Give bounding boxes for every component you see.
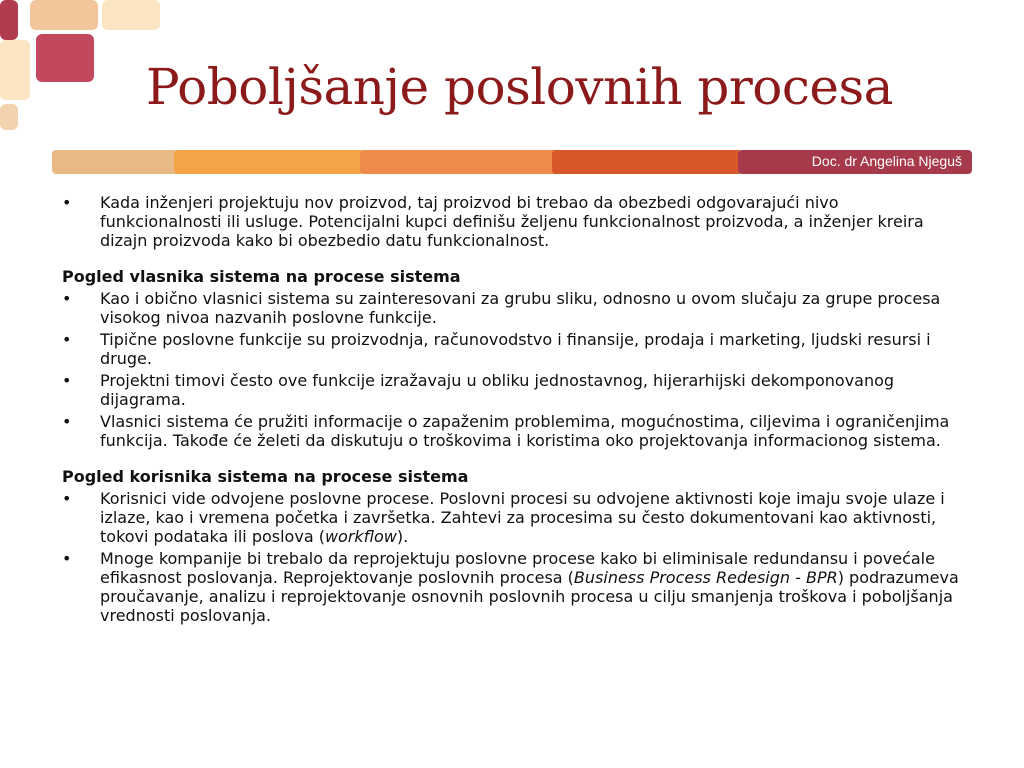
list-item [62,289,962,327]
decor-square-2 [30,0,98,30]
bullet-dot: • [62,330,72,349]
list-item-text-part: ). [396,527,409,546]
bullet-dot: • [62,289,72,308]
list-item [62,330,962,368]
list-item-text: Tipične poslovne funkcije su proizvodnja, računovodstvo i finansije, prodaja i marketing, ljudski resursi i druge. [100,330,931,368]
section-heading-owners: Pogled vlasnika sistema na procese sistema [62,267,461,286]
list-item [62,412,962,450]
list-item-text-part: Mnoge kompanije bi trebalo da reprojektuju poslovne procese kako bi eliminisale redundansu i povećale efikasnost poslovanja. Reprojektovanje poslovnih procesa ( [100,549,935,587]
list-item [62,371,962,409]
list-item-text-part: ) podrazumeva proučavanje, analizu i reprojektovanje osnovnih poslovnih procesa u cilju smanjenja troškova i poboljšanja vrednosti poslovanja. [100,568,959,625]
list-item-text [100,549,959,625]
list-item [62,549,962,625]
color-band-4 [552,150,742,174]
author-label: Doc. dr Angelina Njeguš [811,153,962,169]
decor-square-5 [36,34,94,82]
list-item-text: Kao i obično vlasnici sistema su zainteresovani za grubu sliku, odnosno u ovom slučaju za grupe procesa visokog nivoa nazvanih poslovne funkcije. [100,289,941,327]
bullet-dot: • [62,549,72,568]
intro-bullet-text: Kada inženjeri projektuju nov proizvod, taj proizvod bi trebao da obezbedi odgovarajući nivo funkcionalnosti ili usluge. Potencijalni kupci definišu željenu funkcionalnost proizvoda, a inženjer kreira dizajn proizvoda kako bi obezbedio datu funkcionalnost. [100,193,924,250]
bullet-dot: • [62,371,72,390]
slide-content [62,193,962,628]
decor-square-3 [102,0,160,30]
decor-square-1 [0,0,18,40]
color-band-1 [52,150,182,174]
bullet-dot: • [62,489,72,508]
list-item-text: Projektni timovi često ove funkcije izražavaju u obliku jednostavnog, hijerarhijski dekomponovanog dijagrama. [100,371,895,409]
slide-title: Poboljšanje poslovnih procesa [146,58,893,116]
list-item [62,489,962,546]
decor-square-6 [0,104,18,130]
section-heading-users: Pogled korisnika sistema na procese sistema [62,467,469,486]
italic-term: Business Process Redesign - BPR [573,568,838,587]
list-item-text-part: Korisnici vide odvojene poslovne procese. Poslovni procesi su odvojene aktivnosti koje imaju svoje ulaze i izlaze, kao i vremena početka i završetka. Zahtevi za procesima su često dokumentovani kao aktivnosti, tokovi podataka ili poslova ( [100,489,945,546]
decor-square-4 [0,40,30,100]
list-item-text [100,489,945,546]
color-band-2 [174,150,364,174]
color-band-3 [360,150,560,174]
italic-term: workflow [324,527,397,546]
intro-bullet [62,193,962,250]
bullet-dot: • [62,412,72,431]
bullet-dot: • [62,193,72,212]
list-item-text: Vlasnici sistema će pružiti informacije o zapaženim problemima, mogućnostima, ciljevima i ograničenjima funkcija. Takođe će želeti da diskutuju o troškovima i koristima oko projektovanja informacionog sistema. [100,412,950,450]
